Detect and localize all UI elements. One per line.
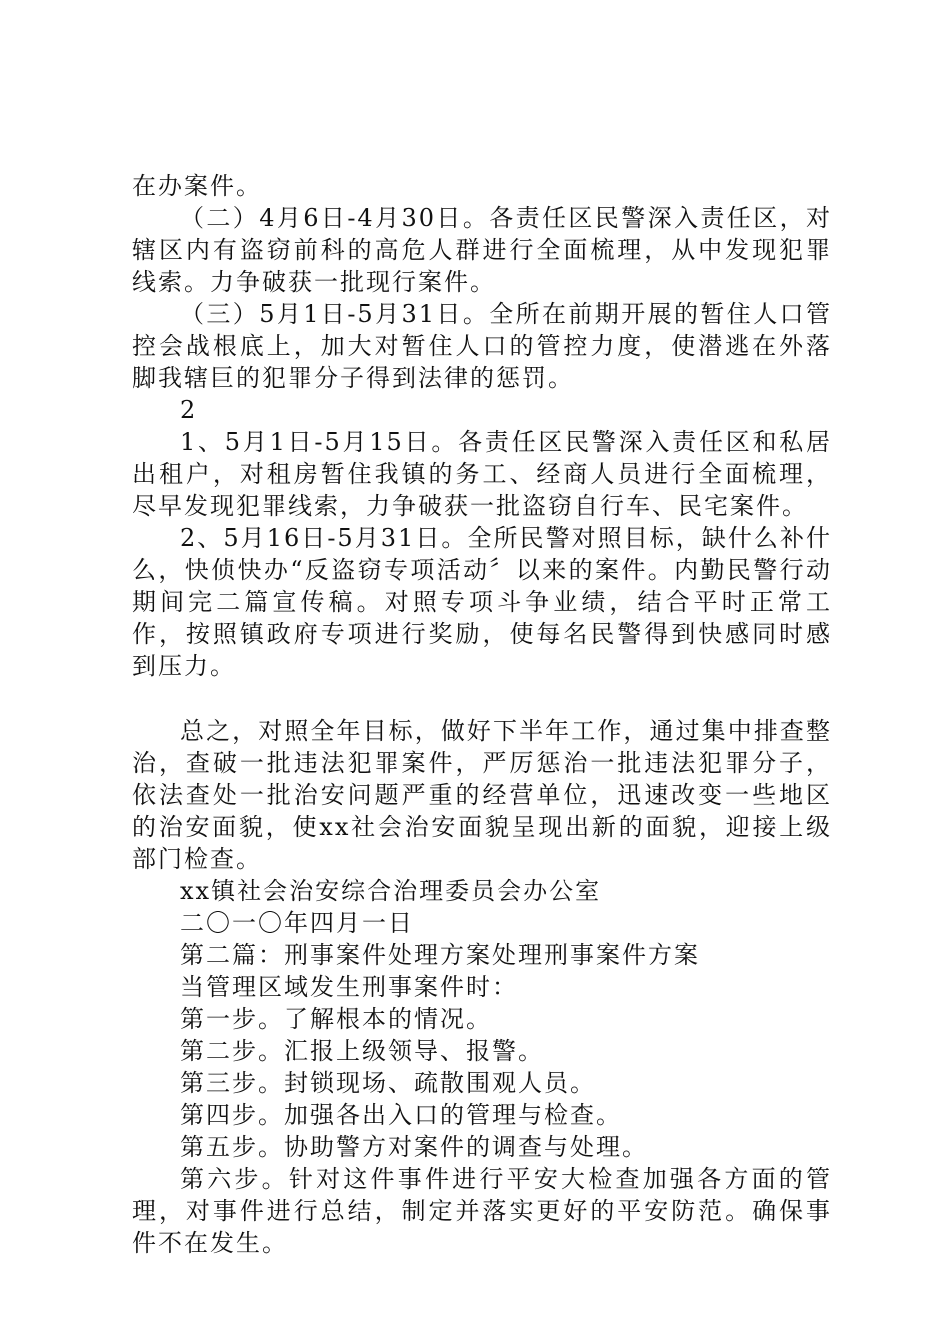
- procedure-intro: 当管理区域发生刑事案件时：: [180, 973, 518, 1001]
- section-number: 2: [180, 396, 198, 424]
- paragraph-summary: 总之，对照全年目标，做好下半年工作，通过集中排查整治，查破一批违法犯罪案件，严厉惩治一批违法犯罪分子，依法查处一批治安问题严重的经营单位，迅速改变一些地区的治安面貌，使xx社会治安面貌呈现出新的面貌，迎接上级部门检查。: [132, 717, 832, 873]
- document-body: [132, 170, 832, 1259]
- issue-date: 二〇一〇年四月一日: [180, 909, 414, 937]
- procedure-step-1: 第一步。了解根本的情况。: [180, 1005, 492, 1033]
- procedure-step-2: 第二步。汇报上级领导、报警。: [180, 1037, 544, 1065]
- paragraph-step-two: 2、5月16日-5月31日。全所民警对照目标，缺什么补什么，快侦快办“反盗窃专项活动〞以来的案件。内勤民警行动期间完二篇宣传稿。对照专项斗争业绩，结合平时正常工作，按照镇政府专项进行奖励，使每名民警得到快感同时感到压力。: [132, 524, 832, 680]
- paragraph-phase-three: （三）5月1日-5月31日。全所在前期开展的暂住人口管控会战根底上，加大对暂住人口的管控力度，使潜逃在外落脚我辖巨的犯罪分子得到法律的惩罚。: [132, 300, 832, 392]
- issuer-office: xx镇社会治安综合治理委员会办公室: [180, 877, 602, 905]
- paragraph-step-one: 1、5月1日-5月15日。各责任区民警深入责任区和私居出租户，对租房暂住我镇的务工、经商人员进行全面梳理，尽早发现犯罪线索，力争破获一批盗窃自行车、民宅案件。: [132, 428, 832, 520]
- procedure-step-3: 第三步。封锁现场、疏散围观人员。: [180, 1069, 596, 1097]
- paragraph-continuation: 在办案件。: [132, 172, 262, 200]
- procedure-step-5: 第五步。协助警方对案件的调查与处理。: [180, 1133, 648, 1161]
- paragraph-gap: [132, 682, 832, 715]
- procedure-step-4: 第四步。加强各出入口的管理与检查。: [180, 1101, 622, 1129]
- procedure-step-6: 第六步。针对这件事件进行平安大检查加强各方面的管理，对事件进行总结，制定并落实更好的平安防范。确保事件不在发生。: [132, 1165, 832, 1257]
- paragraph-phase-two: （二）4月6日-4月30日。各责任区民警深入责任区，对辖区内有盗窃前科的高危人群进行全面梳理，从中发现犯罪线索。力争破获一批现行案件。: [132, 204, 832, 296]
- section-title: 第二篇：刑事案件处理方案处理刑事案件方案: [180, 941, 700, 969]
